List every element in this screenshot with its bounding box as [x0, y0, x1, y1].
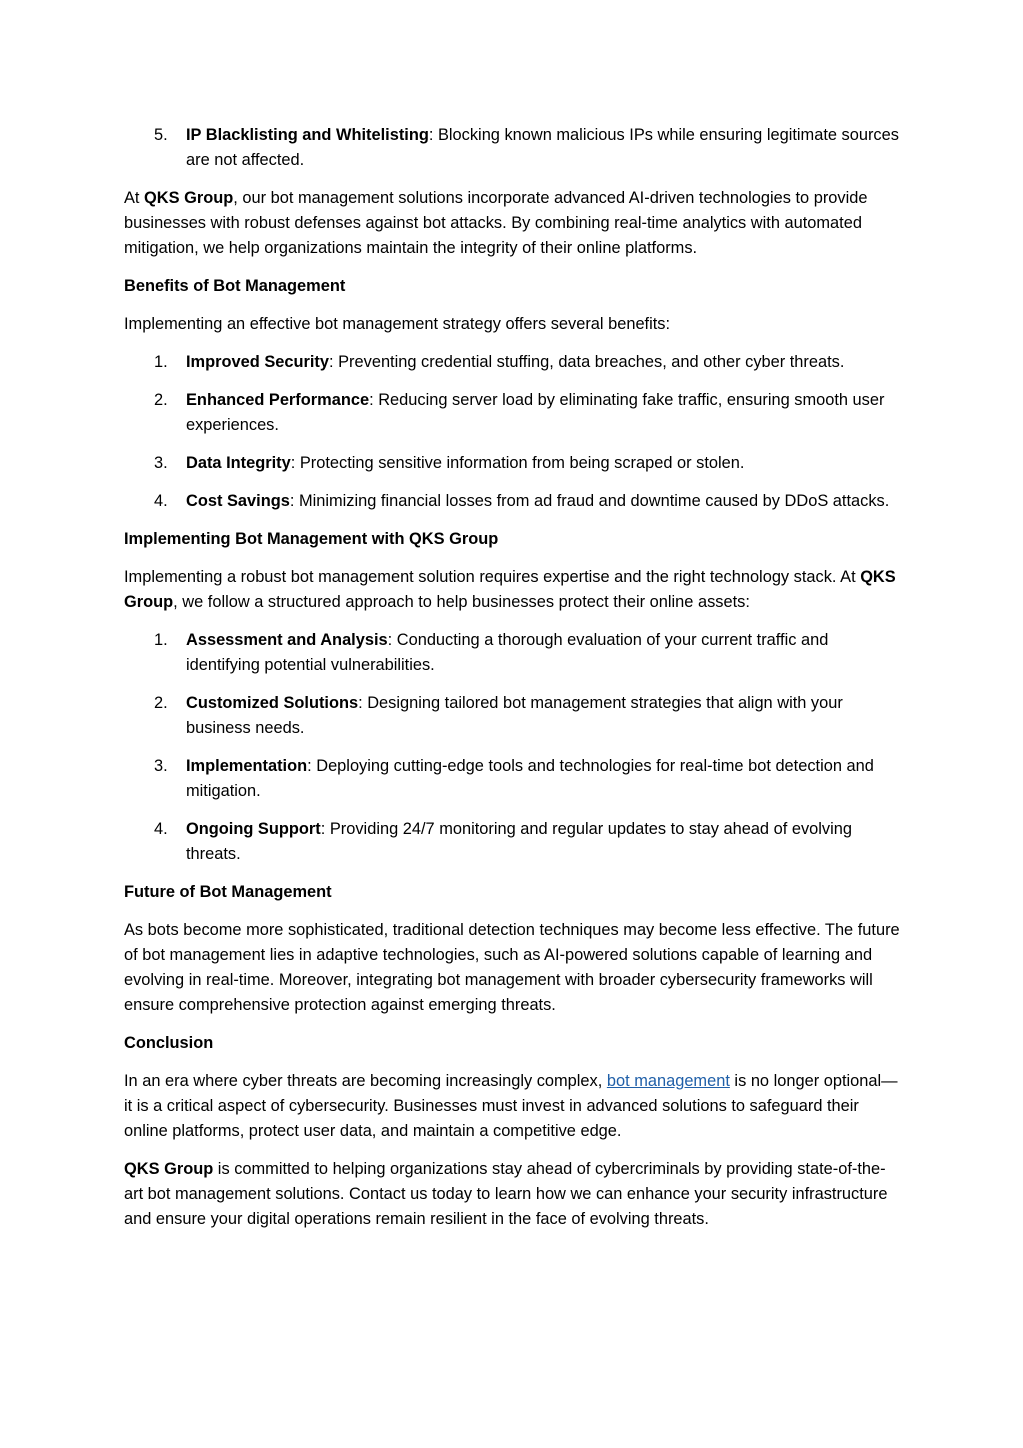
document-body	[124, 123, 904, 1245]
list-item-text: : Deploying cutting-edge tools and technologies for real-time bot detection and mitigation.	[186, 757, 874, 800]
closing-paragraph	[124, 1157, 904, 1232]
closing-text: is committed to helping organizations stay ahead of cybercriminals by providing state-of-the-art bot management solutions. Contact us today to learn how we can enhance your security infrastructure and ensure your digital operations remain resilient in the face of evolving threats.	[124, 1160, 888, 1228]
list-implementation-steps	[124, 628, 904, 867]
list-benefits	[124, 350, 904, 514]
list-item-term: Customized Solutions	[186, 694, 359, 712]
intro-post: , our bot management solutions incorporate advanced AI-driven technologies to provide businesses with robust defenses against bot attacks. By combining real-time analytics with automated mitigation, we help organizations maintain the integrity of their online platforms.	[124, 189, 868, 257]
list-item	[124, 350, 904, 375]
conclusion-post: is no longer optional—it is a critical aspect of cybersecurity. Businesses must invest in advanced solutions to safeguard their online platforms, protect user data, and maintain a competitive edge.	[124, 1072, 898, 1140]
list-item-term: Enhanced Performance	[186, 391, 370, 409]
list-item	[124, 451, 904, 476]
list-item-term: IP Blacklisting and Whitelisting	[186, 126, 429, 144]
list-number: 1.	[154, 631, 168, 649]
list-number: 4.	[154, 492, 168, 510]
brand-name: QKS Group	[124, 568, 896, 611]
list-item-text: : Providing 24/7 monitoring and regular updates to stay ahead of evolving threats.	[186, 820, 852, 863]
intro-paragraph	[124, 186, 904, 261]
list-item	[124, 123, 904, 173]
conclusion-paragraph	[124, 1069, 904, 1144]
brand-name: QKS Group	[144, 189, 234, 207]
list-item	[124, 628, 904, 678]
list-item-text: : Reducing server load by eliminating fake traffic, ensuring smooth user experiences.	[186, 391, 885, 434]
list-item	[124, 817, 904, 867]
brand-name: QKS Group	[124, 1160, 214, 1178]
list-number: 2.	[154, 391, 168, 409]
list-item-text: : Preventing credential stuffing, data breaches, and other cyber threats.	[329, 353, 845, 371]
conclusion-pre: In an era where cyber threats are becoming increasingly complex,	[124, 1072, 607, 1090]
list-number: 1.	[154, 353, 168, 371]
list-number: 3.	[154, 757, 168, 775]
list-number: 3.	[154, 454, 168, 472]
implementing-lead-pre: Implementing a robust bot management solution requires expertise and the right technology stack. At	[124, 568, 861, 586]
list-number: 5.	[154, 126, 168, 144]
list-item-term: Cost Savings	[186, 492, 290, 510]
list-item	[124, 691, 904, 741]
section-heading-future: Future of Bot Management	[124, 883, 332, 901]
bot-management-link[interactable]: bot management	[606, 1072, 730, 1090]
benefits-lead: Implementing an effective bot management strategy offers several benefits:	[124, 315, 671, 333]
intro-pre: At	[124, 189, 145, 207]
list-item-text: : Conducting a thorough evaluation of your current traffic and identifying potential vulnerabilities.	[186, 631, 829, 674]
list-item	[124, 388, 904, 438]
implementing-lead	[124, 565, 904, 615]
section-heading-benefits: Benefits of Bot Management	[124, 277, 346, 295]
list-item-text: : Minimizing financial losses from ad fraud and downtime caused by DDoS attacks.	[289, 492, 890, 510]
list-item-term: Data Integrity	[186, 454, 291, 472]
list-item-term: Implementation	[186, 757, 308, 775]
list-item	[124, 754, 904, 804]
list-item-text: : Protecting sensitive information from being scraped or stolen.	[290, 454, 745, 472]
list-item-term: Ongoing Support	[186, 820, 321, 838]
section-heading-implementing: Implementing Bot Management with QKS Group	[124, 530, 499, 548]
list-ip-controls	[124, 123, 904, 173]
list-item-text: : Blocking known malicious IPs while ensuring legitimate sources are not affected.	[186, 126, 899, 169]
future-paragraph: As bots become more sophisticated, traditional detection techniques may become less effective. The future of bot management lies in adaptive technologies, such as AI-powered solutions capable of learning and evolving in real-time. Moreover, integrating bot management with broader cybersecurity frameworks will ensure comprehensive protection against emerging threats.	[124, 921, 900, 1014]
implementing-lead-post: , we follow a structured approach to help businesses protect their online assets:	[173, 593, 750, 611]
list-number: 4.	[154, 820, 168, 838]
section-heading-conclusion: Conclusion	[124, 1034, 214, 1052]
list-item-term: Improved Security	[186, 353, 330, 371]
list-item	[124, 489, 904, 514]
list-item-text: : Designing tailored bot management strategies that align with your business needs.	[186, 694, 843, 737]
list-item-term: Assessment and Analysis	[186, 631, 388, 649]
list-number: 2.	[154, 694, 168, 712]
